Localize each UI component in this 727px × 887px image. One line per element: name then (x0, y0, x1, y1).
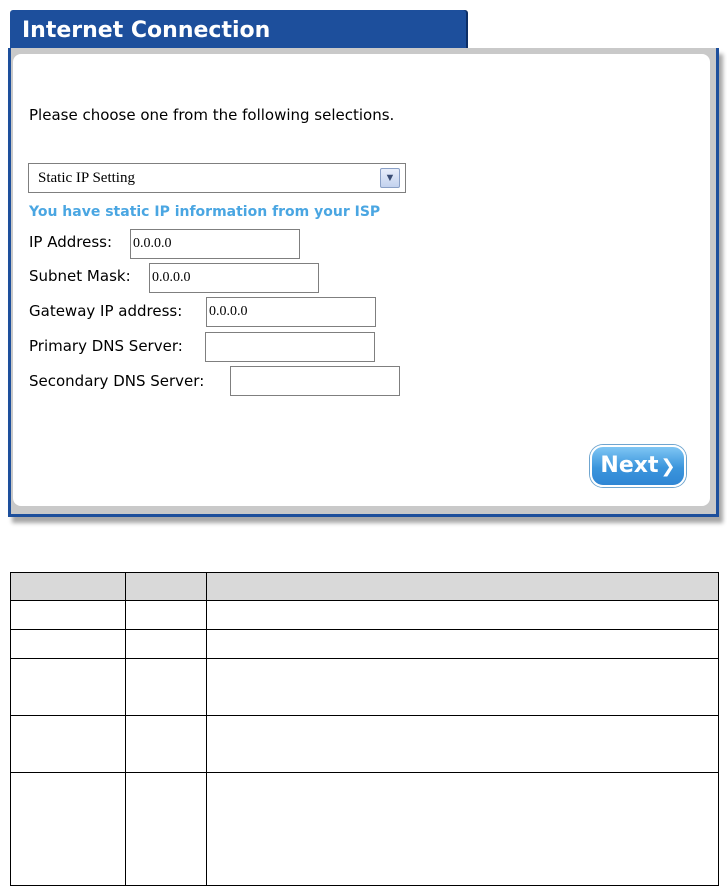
table-row (11, 716, 719, 773)
panel-title-tab (10, 10, 466, 50)
panel-title: Internet Connection (22, 18, 271, 43)
table-header-cell (126, 573, 207, 601)
subnet-mask-field[interactable] (149, 263, 319, 293)
intro-text: Please choose one from the following selections. (29, 106, 395, 124)
ip-address-field[interactable] (130, 229, 300, 259)
next-button[interactable] (590, 445, 686, 487)
primary-dns-label: Primary DNS Server: (29, 337, 183, 355)
ip-address-label: IP Address: (29, 233, 113, 251)
secondary-dns-label: Secondary DNS Server: (29, 372, 205, 390)
chevron-down-icon[interactable]: ▼ (380, 168, 400, 188)
gateway-label: Gateway IP address: (29, 302, 183, 320)
connection-type-select[interactable] (28, 163, 406, 193)
table-row (11, 659, 719, 716)
connection-type-value: Static IP Setting (38, 170, 135, 186)
description-table (10, 572, 719, 886)
primary-dns-field[interactable] (205, 332, 375, 362)
chevron-right-icon: ❯ (660, 456, 676, 477)
table-row (11, 630, 719, 659)
table-row (11, 601, 719, 630)
next-button-label: Next (600, 453, 659, 478)
gateway-field[interactable] (206, 297, 376, 327)
isp-note: You have static IP information from your ISP (29, 204, 381, 220)
table-header-row (11, 573, 719, 601)
secondary-dns-field[interactable] (230, 366, 400, 396)
subnet-mask-label: Subnet Mask: (29, 267, 131, 285)
table-header-cell (207, 573, 719, 601)
table-header-cell (11, 573, 126, 601)
table-row (11, 773, 719, 886)
